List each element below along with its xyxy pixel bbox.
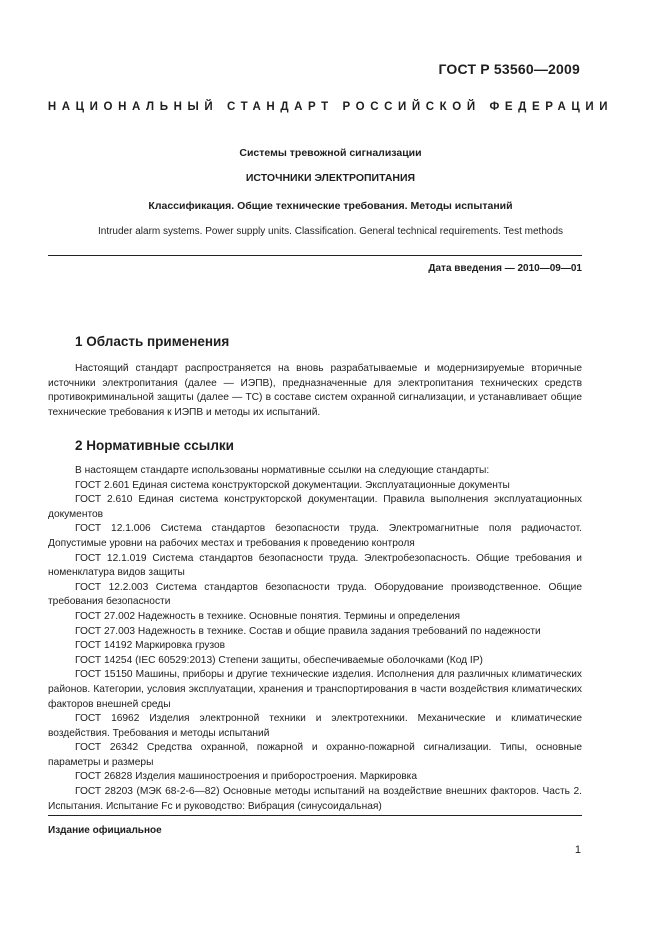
document-number: ГОСТ Р 53560—2009: [438, 61, 580, 77]
reference-item: В настоящем стандарте использованы нормативные ссылки на следующие стандарты:: [75, 465, 490, 476]
reference-item: ГОСТ 27.003 Надежность в технике. Состав и общие правила задания требований по надежности: [75, 625, 541, 637]
national-standard-heading: НАЦИОНАЛЬНЫЙ СТАНДАРТ РОССИЙСКОЙ ФЕДЕРАЦИИ: [47, 101, 614, 113]
title-line-3: Классификация. Общие технические требования. Методы испытаний: [148, 200, 513, 212]
section-1-body: [48, 362, 582, 420]
divider-bottom: [48, 815, 582, 816]
reference-item: ГОСТ 28203 (МЭК 68-2-6—82) Основные методы испытаний на воздействие внешних факторов. Часть 2. Испытания. Испытание Fc и руководство: Вибрация (синусоидальная): [48, 786, 582, 812]
title-line-1: Системы тревожной сигнализации: [239, 147, 422, 159]
reference-item: ГОСТ 2.601 Единая система конструкторской документации. Эксплуатационные документы: [75, 479, 510, 491]
title-line-2: ИСТОЧНИКИ ЭЛЕКТРОПИТАНИЯ: [245, 172, 416, 184]
reference-item: ГОСТ 12.2.003 Система стандартов безопасности труда. Оборудование производственное. Общие требования безопасности: [48, 581, 582, 608]
page-number: 1: [574, 844, 581, 856]
reference-item: ГОСТ 12.1.006 Система стандартов безопасности труда. Электромагнитные поля радиочастот. Допустимые уровни на рабочих местах и требования к проведению контроля: [48, 523, 582, 549]
reference-item: ГОСТ 26828 Изделия машиностроения и приборостроения. Маркировка: [75, 771, 418, 783]
section-1-title: 1 Область применения: [75, 334, 230, 349]
reference-item: ГОСТ 15150 Машины, приборы и другие технические изделия. Исполнения для различных климатических районов. Категории, условия эксплуатации, хранения и транспортирования в части воздействия климатических факторов внешней среды: [48, 669, 582, 710]
normative-references-list: [48, 464, 582, 814]
reference-item: ГОСТ 2.610 Единая система конструкторской документации. Правила выполнения эксплуатационных документов: [48, 494, 582, 520]
reference-item: ГОСТ 27.002 Надежность в технике. Основные понятия. Термины и определения: [75, 610, 461, 622]
section-2-title: 2 Нормативные ссылки: [75, 438, 234, 453]
paragraph: Настоящий стандарт распространяется на вновь разрабатываемые и модернизируемые вторичные источники электропитания (далее — ИЭПВ), предназначенные для электропитания технических средств противокриминальной защиты (далее — ТС) в составе систем охранной сигнализации, и устанавливает общие технические требования к ИЭПВ и методы их испытаний.: [48, 363, 582, 418]
reference-item: ГОСТ 26342 Средства охранной, пожарной и охранно-пожарной сигнализации. Типы, основные параметры и размеры: [48, 742, 582, 768]
introduction-date: Дата введения — 2010—09—01: [428, 263, 582, 274]
reference-item: ГОСТ 14192 Маркировка грузов: [75, 640, 226, 652]
reference-item: ГОСТ 14254 (IEC 60529:2013) Степени защиты, обеспечиваемые оболочками (Код IP): [75, 654, 483, 666]
official-edition-label: Издание официальное: [48, 825, 162, 836]
divider-top: [48, 255, 582, 256]
title-english: Intruder alarm systems. Power supply units. Classification. General technical requirements. Test methods: [97, 226, 563, 237]
reference-item: ГОСТ 16962 Изделия электронной техники и электротехники. Механические и климатические воздействия. Требования и методы испытаний: [48, 713, 582, 739]
reference-item: ГОСТ 12.1.019 Система стандартов безопасности труда. Электробезопасность. Общие требования и номенклатура видов защиты: [48, 552, 582, 579]
